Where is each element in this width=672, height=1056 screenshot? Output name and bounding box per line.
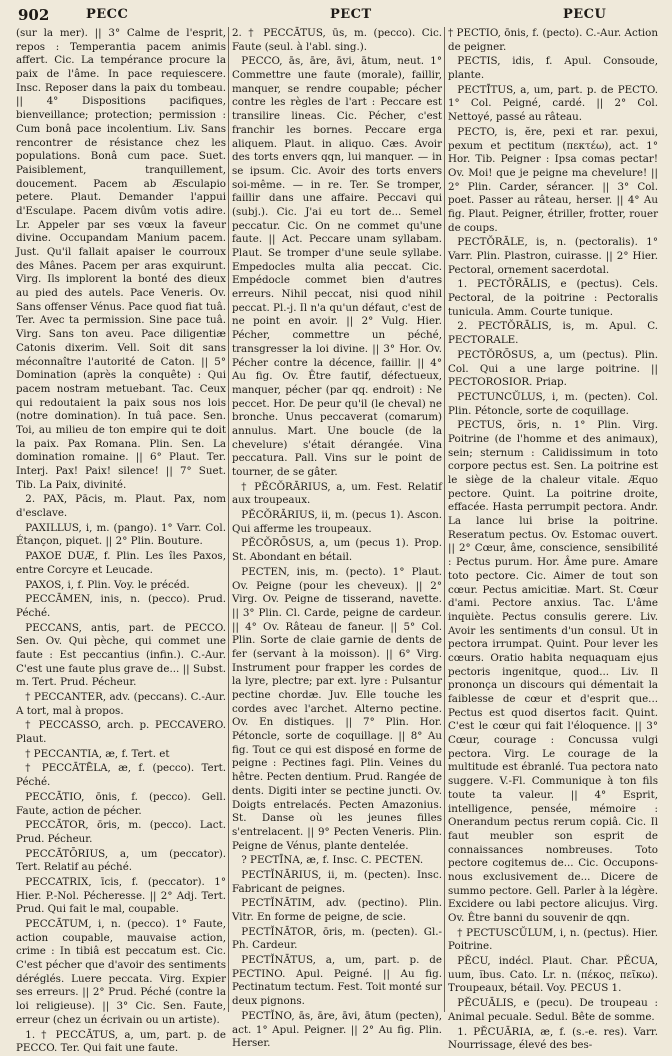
dictionary-entry: PECCĀTOR, ōris, m. (pecco). Lact. Prud. Pécheur. [16,819,226,845]
dictionary-entry: 2. PAX, Pācis, m. Plaut. Pax, nom d'esclave. [16,493,226,520]
dictionary-entry: PECTIS, idis, f. Apul. Consoude, plante. [448,55,658,82]
dictionary-entry: ? PECTĪNA, æ, f. Insc. C. PECTEN. [241,854,424,867]
dictionary-entry: † PECTIO, ōnis, f. (pecto). C.-Aur. Action de peigner. [448,27,658,53]
dictionary-entry: PECTĬNĀTIM, adv. (pectino). Plin. Vitr. En forme de peigne, de scie. [232,897,442,923]
dictionary-entry: 1. PECTŎRĀLIS, e (pectus). Cels. Pectoral, de la poitrine : Pectoralis tunicula. Amm. Courte tunique. [448,278,658,318]
dictionary-entry: PECTO, is, ĕre, pexi et rar. pexui, pexum et pectitum (πεκτέω), act. 1° Hor. Tib. Peigner : Ipsa comas pectar! Ov. Moi! que je peigne ma chevelure! || 2° Plin. Carder, sérancer. || 3° Col. poet. Passer au râteau, herser. || 4° Au fig. Plaut. Peigner, étriller, frotter, rouer de coups. [448,125,658,234]
dictionary-entry: PECTĪTUS, a, um, part. p. de PECTO. 1° Col. Peigné, cardé. || 2° Col. Nettoyé, passé au râteau. [448,83,658,124]
dictionary-entry: PAXILLUS, i, m. (pango). 1° Varr. Col. Étançon, piquet. || 2° Plin. Bouture. [16,521,226,548]
dictionary-entry: † PECCANTER, adv. (peccans). C.-Aur. A tort, mal à propos. [16,691,226,717]
column-left [16,27,226,1055]
running-head-center: PECT [330,7,372,22]
page-number: 902 [18,6,50,24]
dictionary-entry: PAXOE DUÆ, f. Plin. Les îles Paxos, entre Corcyre et Leucade. [16,550,226,576]
dictionary-entry: † PECCASSO, arch. p. PECCAVERO. Plaut. [16,719,226,746]
dictionary-entry: PECTŎRĀLE, is, n. (pectoralis). 1° Varr. Plin. Plastron, cuirasse. || 2° Hier. Pectoral, ornement sacerdotal. [448,236,658,276]
dictionary-entry: PĔCUĀLIS, e (pecu). De troupeau : Animal pecuale. Sedul. Bête de somme. [448,997,658,1023]
dictionary-entry: PECCĀTIO, ōnis, f. (pecco). Gell. Faute, action de pécher. [16,790,226,817]
dictionary-entry: 2. PECTŎRĀLIS, is, m. Apul. C. PECTORALE. [448,320,658,347]
column-right [448,27,658,1052]
dictionary-entry: † PECCĀTĒLA, æ, f. (pecco). Tert. Péché. [16,762,226,789]
dictionary-entry: PECCĀTŌRIUS, a, um (peccator). Tert. Relatif au péché. [16,847,226,874]
dictionary-entry: PĔCU, indécl. Plaut. Char. PĔCUA, uum, ĭbus. Cato. Lr. n. (πέκος, πεῖκω). Troupeaux, bétail. Voy. PECUS 1. [448,955,658,995]
running-head-left: PECC [86,7,129,22]
dictionary-entry: PĔCŎRĀRIUS, ii, m. (pecus 1). Ascon. Qui afferme les troupeaux. [232,509,442,535]
dictionary-entry: PECCANS, antis, part. de PECCO. Sen. Ov. Qui pèche, qui commet une faute : Est peccantius (infin.). C.-Aur. C'est une faute plus grave de... || Subst. m. Tert. Prud. Pécheur. [16,621,226,689]
dictionary-entry: PECCO, ās, āre, āvi, ātum, neut. 1° Commettre une faute (morale), faillir, manquer, se rendre coupable; pécher contre les règles de l'art : Peccare est transilire lineas. Cic. Pécher, c'est franchir les bornes. Peccare erga aliquem. Plaut. in aliquo. Cæs. Avoir des torts envers qqn, lui manquer. — in se ipsum. Cic. Avoir des torts envers soi-même. — in re. Ter. Se tromper, faillir dans une affaire. Peccavi qui (subj.). Cic. J'ai eu tort de... Semel peccatur. Cic. On ne commet qu'une faute. || Act. Peccare unam syllabam. Plaut. Se tromper d'une seule syllabe. Empedocles multa alia peccat. Cic. Empédocle commet bien d'autres erreurs. Nihil peccat, nisi quod nihil peccat. Pl.-j. Il n'a qu'un défaut, c'est de ne point en avoir. || 2° Vulg. Hier. Pécher, commettre un péché, transgresser la loi divine. || 3° Hor. Ov. Pécher contre la décence, faillir. || 4° Au fig. Ov. Être fautif, défectueux, manquer, pécher (par qq. endroit) : Ne peccet. Hor. De peur qu'il (le cheval) ne bronche. Unus peccaverat (comarum) annulus. Mart. Une boucle (de la chevelure) s'était dérangée. Vina peccatura. Pall. Vins sur le point de tourner, de se gâter. [232,55,442,478]
dictionary-entry: 1. † PECCĀTUS, a, um, part. p. de PECCO. Ter. Qui fait une faute. [16,1028,226,1055]
running-head-right: PECU [563,7,607,22]
dictionary-entry: PECTĬNĀRIUS, ii, m. (pecten). Insc. Fabricant de peignes. [232,868,442,895]
column-middle [232,27,442,1050]
dictionary-entry: PECTUNCŬLUS, i, m. (pecten). Col. Plin. Pétoncle, sorte de coquillage. [448,390,658,417]
dictionary-body [16,27,658,1055]
page-header [18,6,658,26]
dictionary-entry: PECTĬNO, ās, āre, āvi, ātum (pecten), act. 1° Apul. Peigner. || 2° Au fig. Plin. Herser. [232,1009,442,1050]
dictionary-entry: PECCĀMEN, inis, n. (pecco). Prud. Péché. [16,593,226,619]
dictionary-entry: (sur la mer). || 3° Calme de l'esprit, repos : Temperantia pacem animis affert. Cic. La tempérance procure la paix de l'âme. In pace requiescere. Insc. Reposer dans la paix du tombeau. || 4° Dispositions pacifiques, bienveillance; protection; permission : Cum bonâ pace incolentium. Liv. Sans rencontrer de résistance chez les populations. Bonâ cum pace. Suet. Paisiblement, tranquillement, doucement. Pacem ab Æsculapio petere. Plaut. Demander l'appui d'Esculape. Pacem divûm votis adire. Lr. Appeler par ses vœux la faveur divine. Occupandam Manium pacem. Just. Qu'il fallait apaiser le courroux des Mânes. Pacem per aras exquirunt. Virg. Ils implorent la bonté des dieux au pied des autels. Pace Veneris. Ov. Sans offenser Vénus. Pace quod fiat tuâ. Ter. Avec ta permission. Sine pace tuâ. Virg. Sans ton aveu. Pace diligentiæ Catonis dixerim. Vell. Soit dit sans méconnaître l'autorité de Caton. || 5° Domination (après la conquête) : Qui pacem nostram metuebant. Tac. Ceux qui redoutaient la paix sous nos lois (notre domination). In tuâ pace. Sen. Toi, au milieu de ton empire qui te doit la paix. Pax Romana. Plin. Sen. La domination romaine. || 6° Plaut. Ter. Interj. Pax! Paix! silence! || 7° Suet. Tib. La Paix, divinité. [16,27,226,491]
dictionary-entry: PECTŎRŌSUS, a, um (pectus). Plin. Col. Qui a une large poitrine. || PECTOROSIOR. Priap. [448,348,658,389]
dictionary-entry: PECCATRIX, īcis, f. (peccator). 1° Hier. P.-Nol. Pécheresse. || 2° Adj. Tert. Prud. Qui fait le mal, coupable. [16,875,226,916]
dictionary-entry: 1. PĔCUĀRIA, æ, f. (s.-e. res). Varr. Nourrissage, élevé des bes- [448,1025,658,1052]
dictionary-entry: † PĔCŎRĀRIUS, a, um. Fest. Relatif aux troupeaux. [232,480,442,507]
dictionary-entry: PECTĬNĀTOR, ōris, m. (pecten). Gl.-Ph. Cardeur. [232,925,442,952]
dictionary-entry: 2. † PECCĀTUS, ūs, m. (pecco). Cic. Faute (seul. à l'abl. sing.). [232,27,442,53]
dictionary-entry: † PECCANTIA, æ, f. Tert. et [25,747,170,760]
dictionary-entry: † PECTUSCŬLUM, i, n. (pectus). Hier. Poitrine. [448,926,658,953]
dictionary-entry: PECTEN, inis, m. (pecto). 1° Plaut. Ov. Peigne (pour les cheveux). || 2° Virg. Ov. Peigne de tisserand, navette. || 3° Plin. Cl. Carde, peigne de cardeur. || 4° Ov. Râteau de faneur. || 5° Col. Plin. Sorte de claie garnie de dents de fer (servant à la moisson). || 6° Virg. Instrument pour frapper les cordes de la lyre, plectre; par ext. lyre : Pulsantur pectine chordæ. Juv. Elle touche les cordes avec l'archet. Alterno pectine. Ov. En distiques. || 7° Plin. Hor. Pétoncle, sorte de coquillage. || 8° Au fig. Tout ce qui est disposé en forme de peigne : Pectines fagi. Plin. Veines du hêtre. Pecten dentium. Prud. Rangée de dents. Digiti inter se pectine juncti. Ov. Doigts entrelacés. Pecten Amazonius. St. Danse où les jeunes filles s'entrelacent. || 9° Pecten Veneris. Plin. Peigne de Vénus, plante dentelée. [232,565,442,852]
dictionary-entry: PECTĬNĀTUS, a, um, part. p. de PECTINO. Apul. Peigné. || Au fig. Pectinatum tectum. Fest. Toit monté sur deux pignons. [232,954,442,1008]
dictionary-entry: PECCĀTUM, i, n. (pecco). 1° Faute, action coupable, mauvaise action, crime : In tibiâ est peccatum est. Cic. C'est pécher que d'avoir des sentiments déréglés. Luere peccata. Virg. Expier ses erreurs. || 2° Prud. Péché (contre la loi religieuse). || 3° Cic. Sen. Faute, erreur (chez un écrivain ou un artiste). [16,918,226,1026]
dictionary-entry: PĔCŎRŌSUS, a, um (pecus 1). Prop. St. Abondant en bétail. [232,537,442,564]
dictionary-entry: PECTUS, ŏris, n. 1° Plin. Virg. Poitrine (de l'homme et des animaux), sein; sternum : Calidissimum in toto corpore pectus est. Sen. La poitrine est le siège de la chaleur vitale. Æquo pectore. Quint. La poitrine droite, effacée. Hasta perrumpit pectora. Andr. La lance lui brise la poitrine. Reseratum pectus. Ov. Estomac ouvert. || 2° Cœur, âme, conscience, sensibilité : Pectus purum. Hor. Âme pure. Amare toto pectore. Cic. Aimer de tout son cœur. Pectus amicitiæ. Mart. St. Cœur d'ami. Pectore anxius. Tac. L'âme inquiète. Pectus consulis gerere. Liv. Avoir les sentiments d'un consul. Ut in pectora irrumpat. Quint. Pour lever les cœurs. Oratio habita nequaquam ejus pectoris ingenitque, quod... Liv. Il prononça un discours qui démentait la faiblesse de cœur et d'esprit que... Pectus est quod disertos facit. Quint. C'est le cœur qui fait l'éloquence. || 3° Cœur, courage : Concussa vulgi pectora. Virg. Le courage de la multitude est ébranlé. Tua pectora nato suggere. V.-Fl. Communique à ton fils toute ta valeur. || 4° Esprit, intelligence, pensée, mémoire : Onerandum pectus rerum copiâ. Cic. Il faut meubler son esprit de connaissances nombreuses. Toto pectore cogitemus de... Cic. Occupons-nous exclusivement de... Dicere de summo pectore. Gell. Parler à la légère. Excidere ou labi pectore alicujus. Virg. Ov. Être banni du souvenir de qqn. [448,419,658,924]
dictionary-entry: PAXOS, i, f. Plin. Voy. le précéd. [25,578,190,591]
